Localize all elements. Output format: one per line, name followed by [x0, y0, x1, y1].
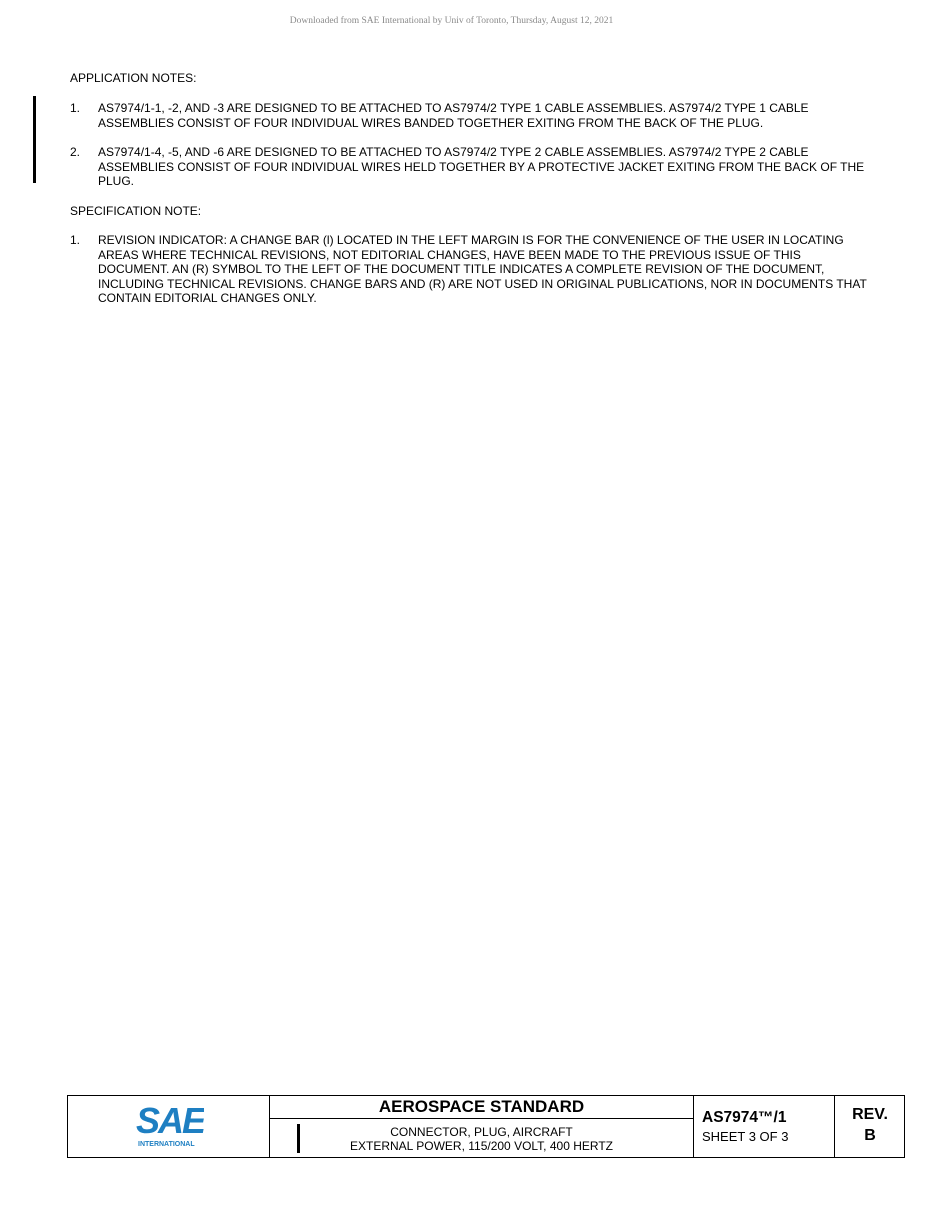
svg-text:INTERNATIONAL: INTERNATIONAL — [138, 1141, 195, 1148]
logo-cell — [68, 1096, 270, 1157]
title-line-2: EXTERNAL POWER, 115/200 VOLT, 400 HERTZ — [350, 1139, 613, 1153]
sheet-number: SHEET 3 OF 3 — [702, 1129, 789, 1144]
note-number: 2. — [70, 145, 81, 159]
sae-logo — [136, 1101, 204, 1149]
title-cell — [270, 1096, 694, 1157]
note-text: AS7974/1-4, -5, AND -6 ARE DESIGNED TO BE ATTACHED TO AS7974/2 TYPE 2 CABLE ASSEMBLIES. AS7974/2 TYPE 2 CABLE ASSEMBLIES CONSIST OF FOUR INDIVIDUAL WIRES HELD TOGETHER BY A PROTECTIVE JACKET EXITING FROM THE BACK OF THE PLUG. — [98, 145, 865, 189]
revision-cell — [835, 1096, 905, 1157]
note-number: 1. — [70, 233, 81, 247]
standard-heading: AEROSPACE STANDARD — [270, 1096, 693, 1119]
revision-label: REV. — [852, 1106, 888, 1123]
note-number: 1. — [70, 101, 81, 115]
document-number: AS7974™/1 — [702, 1109, 787, 1126]
revision-value: B — [864, 1127, 876, 1144]
application-note-2 — [70, 145, 870, 189]
document-number-cell — [694, 1096, 835, 1157]
change-bar — [297, 1124, 300, 1153]
change-bar — [33, 96, 36, 183]
title-line-1: CONNECTOR, PLUG, AIRCRAFT — [390, 1125, 573, 1139]
application-notes-heading: APPLICATION NOTES: — [70, 71, 197, 85]
note-text: REVISION INDICATOR: A CHANGE BAR (l) LOCATED IN THE LEFT MARGIN IS FOR THE CONVENIENCE OF THE USER IN LOCATING AREAS WHERE TECHNICAL REVISIONS, NOT EDITORIAL CHANGES, HAVE BEEN MADE TO THE PREVIOUS ISSUE OF THIS DOCUMENT. AN (R) SYMBOL TO THE LEFT OF THE DOCUMENT TITLE INDICATES A COMPLETE REVISION OF THE DOCUMENT, INCLUDING TECHNICAL REVISIONS. CHANGE BARS AND (R) ARE NOT USED IN ORIGINAL PUBLICATIONS, NOR IN DOCUMENTS THAT CONTAIN EDITORIAL CHANGES ONLY. — [98, 233, 867, 306]
specification-note-1 — [70, 233, 870, 306]
title-block — [67, 1095, 905, 1158]
svg-text:SAE: SAE — [136, 1101, 204, 1141]
document-title — [270, 1119, 693, 1153]
application-note-1 — [70, 101, 870, 130]
specification-note-heading: SPECIFICATION NOTE: — [70, 204, 202, 218]
download-watermark: Downloaded from SAE International by Univ of Toronto, Thursday, August 12, 2021 — [289, 16, 614, 26]
note-text: AS7974/1-1, -2, AND -3 ARE DESIGNED TO BE ATTACHED TO AS7974/2 TYPE 1 CABLE ASSEMBLIES. AS7974/2 TYPE 1 CABLE ASSEMBLIES CONSIST OF FOUR INDIVIDUAL WIRES BANDED TOGETHER EXITING FROM THE BACK OF THE PLUG. — [98, 101, 809, 130]
